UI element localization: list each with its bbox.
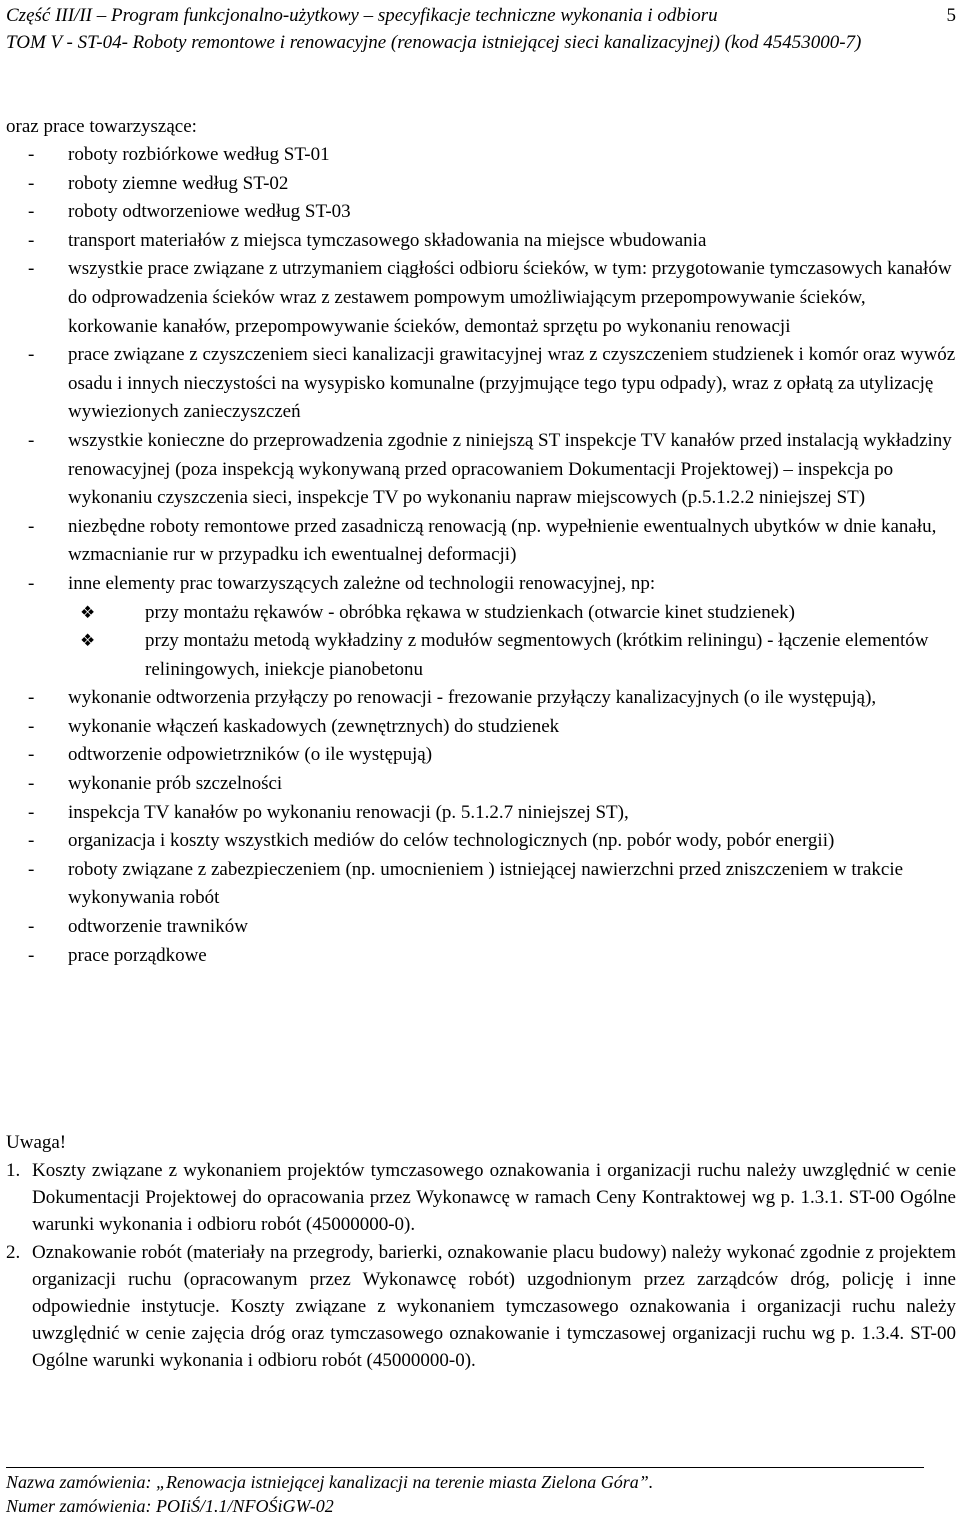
list-item: [0, 570, 956, 684]
list-item: [0, 827, 956, 856]
note-text: Koszty związane z wykonaniem projektów tymczasowego oznakowania i organizacji ruchu należy uwzględnić w cenie Dokumentacji Projektowej do opracowania przez Wykonawcę w ramach Ceny Kontraktowej wg p. 1.3.1. ST-00 Ogólne warunki wykonania i odbioru robót (45000000-0).: [32, 1160, 956, 1236]
list-item-text: roboty związane z zabezpieczeniem (np. umocnieniem ) istniejącej nawierzchni przed zniszczeniem w trakcie wykonywania robót: [68, 858, 904, 909]
list-item-text: inspekcja TV kanałów po wykonaniu renowacji (p. 5.1.2.7 niniejszej ST),: [68, 801, 629, 823]
list-item-text: roboty ziemne według ST-02: [68, 172, 289, 194]
technology-sublist: [68, 599, 956, 685]
note-heading: Uwaga!: [6, 1132, 67, 1153]
list-item-text: prace porządkowe: [68, 944, 207, 966]
list-item: [0, 770, 956, 799]
header-line-2: TOM V - ST-04- Roboty remontowe i renowacyjne (renowacja istniejącej sieci kanalizacyjnej) (kod 45453000-7): [6, 32, 862, 53]
dash-bullet: -: [28, 258, 35, 280]
dash-bullet: -: [28, 229, 35, 251]
sub-list-item: [0, 627, 956, 684]
dash-bullet: -: [28, 172, 35, 194]
list-item-text: odtworzenie trawników: [68, 916, 248, 938]
list-item-text: wykonanie włączeń kaskadowych (zewnętrznych) do studzienek: [68, 715, 560, 737]
list-item: [0, 684, 956, 713]
dash-bullet: -: [28, 715, 35, 737]
list-item: [0, 198, 956, 227]
dash-bullet: -: [28, 201, 35, 223]
list-item-text: roboty odtworzeniowe według ST-03: [68, 201, 351, 223]
works-list: [0, 141, 956, 970]
intro-text: oraz prace towarzyszące:: [6, 116, 197, 137]
note-number: 1.: [6, 1160, 21, 1181]
footer-order-number: Numer zamówienia: POIiŚ/1.1/NFOŚiGW-02: [6, 1496, 334, 1516]
dash-bullet: -: [28, 429, 35, 451]
dash-bullet: -: [28, 830, 35, 852]
footer-order-name: Nazwa zamówienia: „Renowacja istniejącej kanalizacji na terenie miasta Zielona Góra”.: [6, 1472, 654, 1492]
list-item-text: wszystkie prace związane z utrzymaniem ciągłości odbioru ścieków, w tym: przygotowanie tymczasowych kanałów do odprowadzenia ścieków wraz z zestawem pompowym umożliwiającym przepompowywanie ścieków, korkowanie kanałów, przepompowywanie ścieków, demontaż sprzętu po wykonaniu renowacji: [68, 258, 952, 337]
dash-bullet: -: [28, 344, 35, 366]
list-item: [0, 170, 956, 199]
list-item-text: transport materiałów z miejsca tymczasowego składowania na miejsce wbudowania: [68, 229, 707, 251]
list-item-text: wykonanie odtworzenia przyłączy po renowacji - frezowanie przyłączy kanalizacyjnych (o ile występują),: [68, 687, 877, 709]
list-item: [0, 799, 956, 828]
footer-divider: [6, 1467, 924, 1468]
dash-bullet: -: [28, 515, 35, 537]
list-item: [0, 427, 956, 513]
list-item-text: odtworzenie odpowietrzników (o ile występują): [68, 744, 433, 766]
page-footer: [6, 1470, 936, 1518]
dash-bullet: -: [28, 858, 35, 880]
list-item: [0, 141, 956, 170]
sub-list-item-text: przy montażu rękawów - obróbka rękawa w studzienkach (otwarcie kinet studzienek): [145, 601, 795, 623]
list-item: [0, 741, 956, 770]
list-item-text: prace związane z czyszczeniem sieci kanalizacji grawitacyjnej wraz z czyszczeniem studzienek i komór oraz wywóz osadu i innych nieczystości na wysypisko komunalne (przyjmujące tego typu odpady), wraz z opłatą za utylizację wywiezionych zanieczyszczeń: [68, 344, 956, 423]
dash-bullet: -: [28, 944, 35, 966]
list-item: [0, 513, 956, 570]
sub-list-item: [0, 599, 956, 628]
dash-bullet: -: [28, 773, 35, 795]
notes-list: [0, 1157, 956, 1375]
list-item-text: organizacja i koszty wszystkich mediów do celów technologicznych (np. pobór wody, pobór energii): [68, 830, 835, 852]
list-item-text: roboty rozbiórkowe według ST-01: [68, 144, 330, 165]
sub-list-item-text: przy montażu metodą wykładziny z modułów segmentowych (krótkim reliningu) - łączenie elementów reliningowych, iniekcje pianobetonu: [145, 630, 929, 680]
dash-bullet: -: [28, 744, 35, 766]
list-item: [0, 255, 956, 341]
dash-bullet: -: [28, 801, 35, 823]
note-item: [0, 1157, 956, 1239]
list-item-text: inne elementy prac towarzyszących zależne od technologii renowacyjnej, np:: [68, 572, 656, 594]
list-item: [0, 713, 956, 742]
list-item: [0, 341, 956, 427]
list-item-text: niezbędne roboty remontowe przed zasadniczą renowacją (np. wypełnienie ewentualnych ubytków w dnie kanału, wzmacnianie rur w przypadku ich ewentualnej deformacji): [68, 515, 937, 566]
page-header: [6, 2, 956, 56]
dash-bullet: -: [28, 144, 35, 165]
list-item-text: wszystkie konieczne do przeprowadzenia zgodnie z niniejszą ST inspekcje TV kanałów przed instalacją wykładziny renowacyjnej (poza inspekcją wykonywaną przed opracowaniem Dokumentacji Projektowej) – inspekcja po wykonaniu czyszczenia sieci, inspekcje TV po wykonaniu napraw miejscowych (p.5.1.2.2 niniejszej ST): [68, 429, 952, 509]
dash-bullet: -: [28, 916, 35, 938]
note-text: Oznakowanie robót (materiały na przegrody, barierki, oznakowanie placu budowy) należy wykonać zgodnie z projektem organizacji ruchu (opracowanym przez Wykonawcę robót) uzgodnionym przez zarządców dróg, policję i inne odpowiednie instytucje. Koszty związane z wykonaniem tymczasowego oznakowania i organizacji ruchu należy uwzględnić w cenie zajęcia dróg oraz tymczasowego oznakowanie i tymczasowej organizacji ruchu wg p. 1.3.4. ST-00 Ogólne warunki wykonania i odbioru robót (45000000-0).: [32, 1241, 956, 1372]
list-item: [0, 913, 956, 942]
note-item: [0, 1239, 956, 1375]
page-number: 5: [946, 5, 956, 26]
diamond-bullet-icon: ❖: [80, 631, 96, 651]
list-item: [0, 856, 956, 913]
dash-bullet: -: [28, 572, 35, 594]
list-item-text: wykonanie prób szczelności: [68, 773, 283, 795]
list-item: [0, 942, 956, 971]
dash-bullet: -: [28, 687, 35, 709]
diamond-bullet-icon: ❖: [80, 602, 96, 622]
note-number: 2.: [6, 1241, 21, 1263]
header-line-1: Część III/II – Program funkcjonalno-użytkowy – specyfikacje techniczne wykonania i odbioru: [6, 5, 718, 26]
list-item: [0, 227, 956, 256]
